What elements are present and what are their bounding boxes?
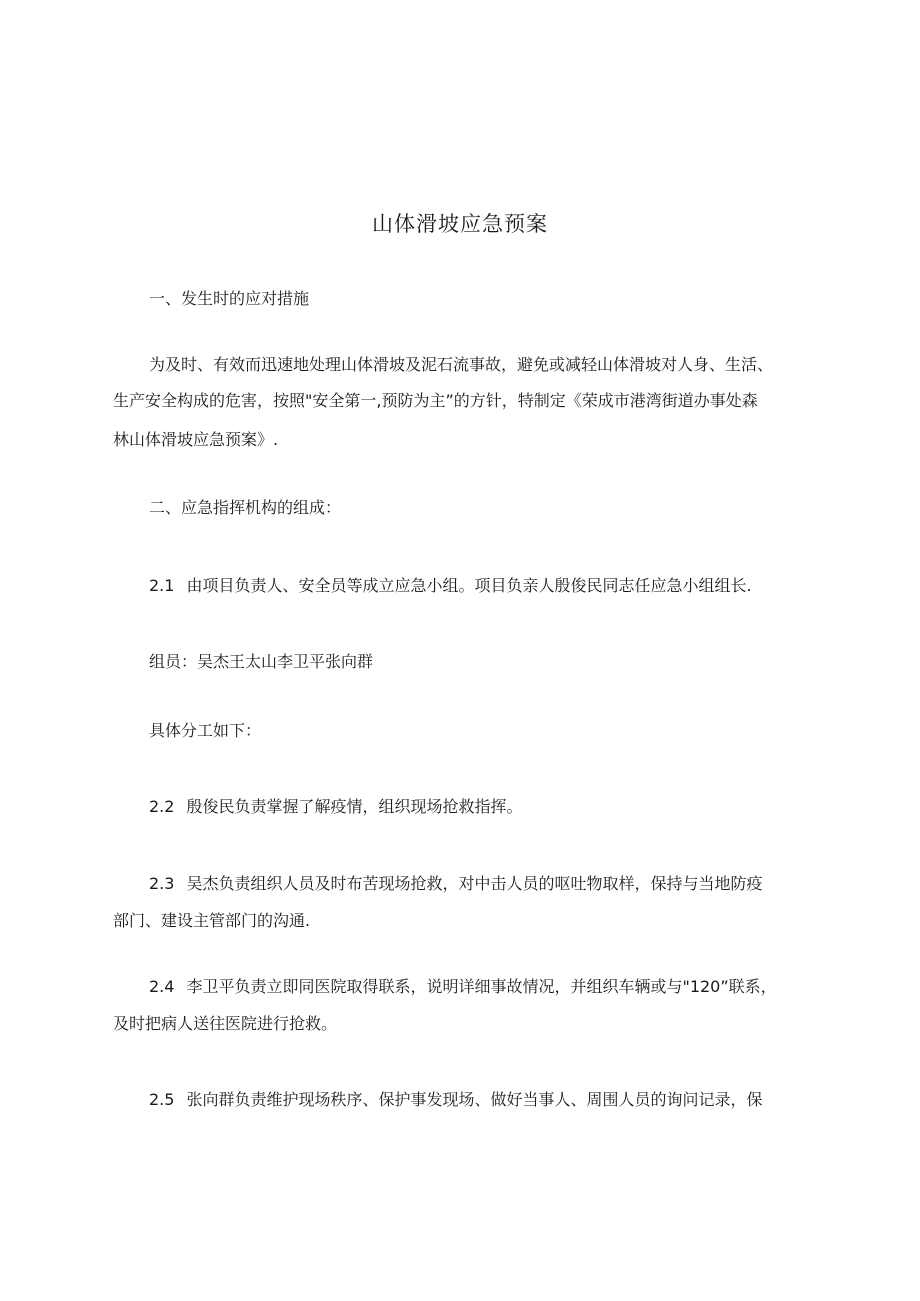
item-number: 2.4 [149, 977, 175, 996]
section1-paragraph-line2: 生产安全构成的危害，按照"安全第一,预防为主”的方针，特制定《荣成市港湾街道办事处森 [113, 391, 758, 410]
item-number: 2.3 [149, 874, 175, 893]
members-line: 组员：吴杰王太山李卫平张向群 [149, 652, 374, 671]
item-2-4-line2: 及时把病人送往医院进行抢救。 [113, 1014, 338, 1033]
item-2-3-line2: 部门、建设主管部门的沟通. [113, 911, 311, 930]
item-number: 2.5 [149, 1090, 175, 1109]
item-text: 李卫平负责立即同医院取得联系，说明详细事故情况，并组织车辆或与"120”联系， [186, 977, 777, 996]
item-2-3-line1 [149, 867, 762, 901]
item-2-2 [149, 790, 522, 824]
section1-paragraph-line1: 为及时、有效而迅速地处理山体滑坡及泥石流事故，避免或减轻山体滑坡对人身、生活、 [149, 355, 774, 374]
item-text: 殷俊民负责掌握了解疫情，组织现场抢救指挥。 [186, 797, 523, 816]
section1-paragraph-line3: 林山体滑坡应急预案》. [113, 430, 279, 449]
section1-heading: 一、发生时的应对措施 [149, 289, 310, 308]
item-text: 由项目负责人、安全员等成立应急小组。项目负亲人殷俊民同志任应急小组组长. [186, 576, 752, 595]
item-2-5-line1 [149, 1083, 762, 1117]
item-number: 2.1 [149, 576, 175, 595]
division-intro: 具体分工如下： [149, 721, 262, 740]
item-2-1 [149, 569, 752, 603]
item-text: 吴杰负责组织人员及时布苦现场抢救，对中击人员的呕吐物取样，保持与当地防疫 [186, 874, 763, 893]
section2-heading: 二、应急指挥机构的组成： [149, 498, 342, 517]
item-text: 张向群负责维护现场秩序、保护事发现场、做好当事人、周围人员的询问记录，保 [186, 1090, 763, 1109]
item-2-4-line1 [149, 970, 777, 1004]
item-number: 2.2 [149, 797, 175, 816]
document-title: 山体滑坡应急预案 [372, 212, 548, 236]
